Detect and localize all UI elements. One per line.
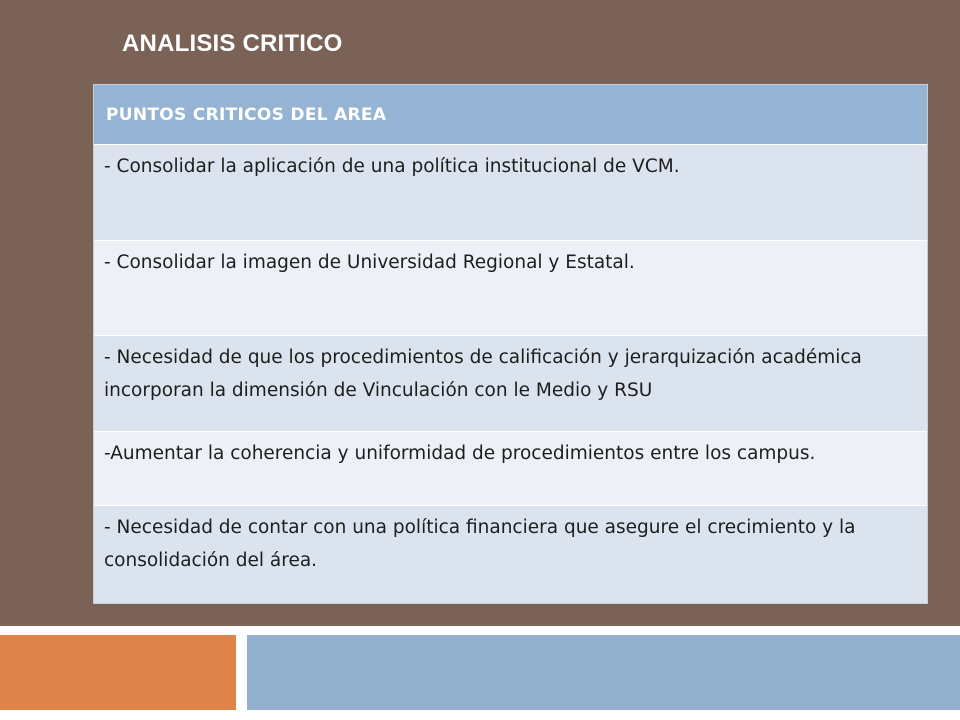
table-row: -Aumentar la coherencia y uniformidad de procedimientos entre los campus. bbox=[94, 432, 927, 506]
footer-divider bbox=[0, 626, 960, 635]
critical-points-table bbox=[93, 84, 928, 604]
table-header: PUNTOS CRITICOS DEL AREA bbox=[94, 85, 927, 145]
footer-orange-block bbox=[0, 635, 236, 710]
footer-blue-block bbox=[247, 635, 960, 710]
table-row: - Consolidar la aplicación de una política institucional de VCM. bbox=[94, 145, 927, 241]
table-row: - Consolidar la imagen de Universidad Regional y Estatal. bbox=[94, 241, 927, 336]
slide-title: ANALISIS CRITICO bbox=[122, 30, 343, 57]
table-row: - Necesidad de que los procedimientos de calificación y jerarquización académica incorporan la dimensión de Vinculación con le Medio y RSU bbox=[94, 336, 927, 432]
table-row: - Necesidad de contar con una política financiera que asegure el crecimiento y la consolidación del área. bbox=[94, 506, 927, 603]
